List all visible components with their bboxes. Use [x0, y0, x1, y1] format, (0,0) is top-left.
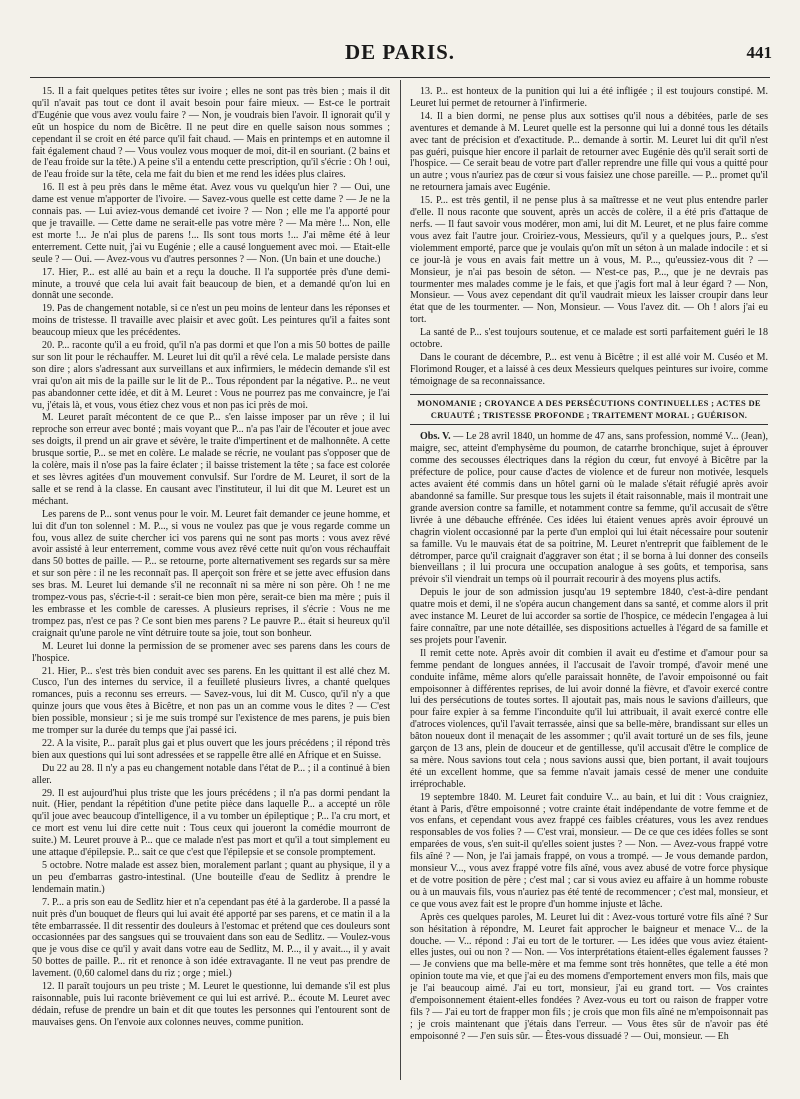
paragraph: Il remit cette note. Après avoir dit combien il avait eu d'estime et d'amour pour sa femme pendant de longues années, il l'accusait de l'avoir trompé, d'avoir mené une conduite infâme, même alors qu'elle paraissait honnête, de l'avoir empoisonné ou fait empoisonner à différentes reprises, de lui avoir donné la fièvre, et d'avoir exercé contre lui des persécutions de toutes sortes. Il ajoutait pas, mais nous le savions d'ailleurs, que pour faire expier à sa femme l'inconduite qu'il lui attribuait, il avait exercé contre elle d'atroces violences, qu'il l'avait terrassée, ainsi que sa belle-mère, brandissant sur elles un bâton noueux dont il menaçait de les assommer ; qu'il avait torturé un de ses fils, jeune garçon de 13 ans, plein de douceur et de gentillesse, qu'il accusait d'être le complice de sa mère. Nous savions tout cela ; nous savions aussi que, bien portant, il avait toujours été un excellent homme, que sa femme n'avait jamais cessé de mener une conduite irréprochable.	[410, 647, 768, 790]
paragraph: 15. P... est très gentil, il ne pense plus à sa maîtresse et ne veut plus entendre parler d'elle. Il nous raconte que souvent, après un accès de colère, il a été pris d'attaque de nerfs. — Il faut savoir vous modérer, mon ami, lui dit M. Leuret, et ne plus faire comme vous avez fait l'autre jour. Croiriez-vous, Messieurs, qu'il y a quelques jours, P... s'est violemment emporté, parce que je voulais qu'on mît un séton à un malade indocile : et si ce jour-là je vous en avais fait mettre un à vous, M. P..., qu'eussiez-vous dit ? — Monsieur, je n'ai pas besoin de séton. — N'est-ce pas, P..., que je ne devrais pas tourmenter mes malades comme je le fais, et que j'agis fort mal à leur égard ? — Non, Monsieur. — Vous avez cependant dit qu'il vaudrait mieux les laisser croupir dans leur état que de les tourmenter. — Non, Monsieur. — Vous l'avez dit. — Oh ! alors j'ai eu tort.	[410, 195, 768, 326]
page-header	[0, 40, 800, 70]
paragraph: Dans le courant de décembre, P... est venu à Bicêtre ; il est allé voir M. Cuséo et M. Florimond Rouger, et a laissé à ces deux Messieurs quelques peintures sur ivoire, comme témoignage de sa reconnaissance.	[410, 351, 768, 387]
paragraph: 15. Il a fait quelques petites têtes sur ivoire ; elles ne sont pas très bien ; mais il dit qu'il n'avait pas tout ce dont il avait besoin pour faire mieux. — Est-ce le portrait d'Eugénie que vous avez voulu faire ? — Non, je voudrais bien l'avoir. Il ignorait qu'il y eût un hospice du nom de Bicêtre. Il ne peut dire en quelle saison nous sommes ; cependant il se croit en été parce qu'il fait chaud. — Mais en printemps et en automne il fait également chaud ? — Vous voulez vous moquer de moi, dit-il en souriant. (2 bains et de l'eau froide sur la tête.) A peine s'il a entendu cette prescription, qu'il s'écrie : Oh ! oui, de l'eau froide sur la tête, cela me fait du bien et me rend les idées plus claires.	[32, 86, 390, 181]
page-title: DE PARIS.	[344, 40, 456, 64]
paragraph: M. Leuret lui donne la permission de se promener avec ses parens dans les cours de l'hospice.	[32, 640, 390, 664]
paragraph: 21. Hier, P... s'est très bien conduit avec ses parens. En les quittant il est allé chez M. Cusco, l'un des internes du service, il a feuilleté plusieurs livres, a chanté quelques romances, puis a reconnu ses erreurs. — Savez-vous, lui dit M. Cusco, qu'il n'y a que quinze jours que vous êtes à Bicêtre, et non pas un an comme vous le dites ? — C'est bien possible, monsieur ; si je me suis trompé sur l'existence de mes parens, je puis bien me tromper sur la durée du temps que j'ai passé ici.	[32, 665, 390, 737]
right-column	[410, 86, 768, 1086]
section-heading: MONOMANIE ; CROYANCE A DES PERSÉCUTIONS CONTINUELLES ; ACTES DE CRUAUTÉ ; TRISTESSE PROFONDE ; TRAITEMENT MORAL ; GUÉRISON.	[410, 394, 768, 426]
paragraph: 20. P... raconte qu'il a eu froid, qu'il n'a pas dormi et que l'on a mis 50 bottes de paille sur son lit pour le réchauffer. M. Leuret lui dit qu'il a rêvé cela. Le malade persiste dans son dire ; alors s'adressant aux surveillans et aux infirmiers, le médecin demande s'il est vrai qu'on ait mis de la paille sur le lit de P... Tous répondent par la négative. P... ne veut pas abandonner cette idée, et dit à M. Leuret : Vous ne pourrez pas me convaincre, je l'ai vu, j'étais là, et vous, vous étiez chez vous et non pas ici près de moi.	[32, 340, 390, 411]
paragraph: Du 22 au 28. Il n'y a pas eu changement notable dans l'état de P... ; il a continué à bien aller.	[32, 762, 390, 786]
paragraph: Depuis le jour de son admission jusqu'au 19 septembre 1840, c'est-à-dire pendant quatre mois et demi, il ne s'opéra aucun changement dans sa santé, et comme alors il prit avec instance M. Leuret de lui accorder sa sortie de l'hospice, ce médecin l'engagea à lui faire connaître, par une note détaillée, ses dispositions actuelles à l'égard de sa famille et ses projets pour l'avenir.	[410, 587, 768, 646]
paragraph: 12. Il paraît toujours un peu triste ; M. Leuret le questionne, lui demande s'il est plus raisonnable, puis lui raconte brièvement ce qui lui est arrivé. P... écoute M. Leuret avec dédain, refuse de prendre un bain et dit que toutes les personnes qui l'entourent sont de mauvaises gens. On l'envoie aux colonnes neuves, comme punition.	[32, 981, 390, 1028]
page-number: 441	[746, 43, 772, 62]
paragraph: 17. Hier, P... est allé au bain et a reçu la douche. Il l'a supportée près d'une demi-minute, a trouvé que cela lui avait fait beaucoup de bien, et a demandé qu'on lui en donnât une seconde.	[32, 266, 390, 302]
observation-label: Obs. V.	[420, 431, 451, 443]
paragraph: 19. Pas de changement notable, si ce n'est un peu moins de lenteur dans les réponses et moins de tristesse. Il travaille avec plaisir et avec goût. Les peintures qu'il a faites sont beaucoup mieux que les précédentes.	[32, 303, 390, 339]
paragraph: 16. Il est à peu près dans le même état. Avez vous vu quelqu'un hier ? — Oui, une dame est venue m'apporter de l'ivoire. — Savez-vous quelle est cette dame ? — Je ne la connais pas. — Lui aviez-vous demandé cet ivoire ? — Non ; elle me l'a apporté pour que je travaille. — Cette dame ne serait-elle pas votre mère ? — Ma mère !... Non, elle est morte !... Je n'ai plus de parens !... Ils sont tous morts !... J'ai même été à leur enterrement. Cette nuit, j'ai vu Eugénie ; elle a causé longuement avec moi. — Etait-elle seule ? — Oui. — Avez-vous vu d'autres personnes ? — Non. (Un bain et une douche.)	[32, 182, 390, 265]
left-column	[32, 86, 390, 1086]
paragraph: 29. Il est aujourd'hui plus triste que les jours précédens ; il n'a pas dormi pendant la nuit. (Hier, pendant la répétition d'une petite pièce dans laquelle P... a accepté un rôle qu'il joue avec beaucoup d'intelligence, il a vu tomber un épileptique ; P... l'a cru mort, et ce mort est venu lui dire cette nuit : Tous ceux qui joueront la comédie mourront de suite.) M. Leuret prouve à P... que ce malade n'est pas mort et qu'il a tout simplement eu une attaque d'épilepsie. P... sait ce que c'est que l'épilepsie et se console promptement.	[32, 787, 390, 859]
header-rule	[30, 77, 770, 78]
paragraph: La santé de P... s'est toujours soutenue, et ce malade est sorti parfaitement guéri le 18 octobre.	[410, 327, 768, 351]
observation-text: — Le 28 avril 1840, un homme de 47 ans, sans profession, nommé V... (Jean), maigre, sec, atteint d'emphysème du poumon, de catarrhe bronchique, sujet à éprouver comme des secousses électriques dans la région du cœur, fut envoyé à Bicêtre par la préfecture de police, pour cause d'actes de violence et de fureur non motivée, lesquels actes avaient été commis dans un hôtel garni où le malade s'était réfugié après avoir abandonné sa famille. Sur presque tous les sujets il était raisonnable, mais il montrait une grande aversion contre sa famille, et notamment contre sa femme, qu'il accusait de s'être livrée à une débauche effrénée. Ces idées lui étaient venues après avoir éprouvé un chagrin violent occasionné par la perte d'un emploi qui lui était nécessaire pour soutenir sa famille. Vu le mauvais état de sa poitrine, M. Leuret n'entreprit que faiblement de le détromper, parce qu'il craignait d'aggraver son état ; il se borna à lui donner des conseils bienveillans ; il lui procura une occupation analogue à ses goûts, et temporisa, sans prévoir s'il viendrait un temps où il pourrait recourir à des moyens plus actifs.	[410, 431, 768, 586]
observation-paragraph	[410, 431, 768, 586]
paragraph: Les parens de P... sont venus pour le voir. M. Leuret fait demander ce jeune homme, et lui dit d'un ton solennel : M. P..., si vous ne voulez pas que je vous regarde comme un fou, vous allez de suite chercher ici vos parens qui ne sont pas morts : vous avez rêvé avoir assisté à leur enterrement, comme vous avez rêvé cette nuit qu'on vous réchauffait dans 50 bottes de paille. — P... se retourne, porte alternativement ses regards sur sa mère et sur son père : il ne les reconnaît pas. Il aperçoit son frère et se jette avec effusion dans ses bras. M. Leuret lui demande s'il ne reconnaît ni sa mère ni son père. Oh ! ne me trompez-vous pas, s'écrie-t-il : serait-ce bien mon père, serait-ce bien ma mère ; puis il les embrasse et les comble de caresses. A plusieurs reprises, il s'écrie : Vous ne me trompez pas, n'est ce pas ? Ce sont bien mes parens ? Le pauvre P... était si heureux qu'il craignait qu'une parole ne vînt détruire toute sa joie, tout son bonheur.	[32, 508, 390, 639]
paragraph: 7. P... a pris son eau de Sedlitz hier et n'a cependant pas été à la garderobe. Il a passé la nuit près d'un bouquet de fleurs qui lui avait été apporté par ses parens, et ce matin il a la tête embarrassée. Il dit ressentir des douleurs à l'estomac et prétend que ces douleurs sont occasionnées par des sangsues qui se trouvaient dans son eau de Sedlitz. — Voulez-vous que je vous dise ce qu'il y avait dans votre eau de Sedlitz, M. P..., il y avait..., il y avait 50 bottes de paille. P... rit et renonce à son idée extravagante. Il ne veut pas prendre de lavement. (0,60 calomel dans du riz ; orge ; miel.)	[32, 896, 390, 980]
column-divider	[400, 80, 401, 1080]
paragraph: 13. P... est honteux de la punition qui lui a été infligée ; il est toujours constipé. M. Leuret lui permet de retourner à l'infirmerie.	[410, 86, 768, 109]
paragraph: M. Leuret paraît mécontent de ce que P... s'en laisse imposer par un rêve ; il lui reproche son erreur avec bonté ; mais voyant que P... n'a pas l'air de l'écouter et joue avec ses doigts, il prend un air grave et sévère, le traite d'impertinent et de malhonnête. A cette brusque sortie, P... se met en colère. Le malade se récrie, ne voulant pas s'opposer que de la colère, mais il n'ose pas la faire éclater ; il baisse tristement la tête ; sa face est colorée et ses lèvres agitées d'un mouvement convulsif. Sur l'ordre de M. Leuret, il sort de la salle et se rend à la classe. En causant avec l'instituteur, il lui dit que M. Leuret est un méchant.	[32, 412, 390, 507]
paragraph: Après ces quelques paroles, M. Leuret lui dit : Avez-vous torturé votre fils aîné ? Sur son hésitation à répondre, M. Leuret fait approcher le baigneur et menace V... de la douche. — V... répond : J'ai eu tort de le torturer. — Les idées que vous aviez étaient-elles justes, oui ou non ? — Non. — Vos interprétations étaient-elles également fausses ? — Je conviens que ma belle-mère et ma femme sont très honnêtes, que telle a été mon opinion toute ma vie, et que j'ai eu des momens d'emportement envers mon fils, mais que je l'ai beaucoup aimé. J'ai eu tort, monsieur, j'ai eu grand tort. — Vos craintes d'empoisonnement étaient-elles fondées ? Avez-vous eu tort ou raison de frapper votre fils ? — J'ai eu tort de frapper mon fils ; je crois que mon fils aîné ne m'empoisonnait pas ; je crois maintenant que j'étais dans l'erreur. — Vous êtes sûr de n'avoir pas été empoisonné ? — J'en suis sûr. — Êtes-vous dissuadé ? — Oui, monsieur. — Eh	[410, 911, 768, 1042]
paragraph: 19 septembre 1840. M. Leuret fait conduire V... au bain, et lui dit : Vous craigniez, étant à Paris, d'être empoisonné ; votre crainte était indépendante de votre femme et de vos enfans, et cependant vous avez frappé ces faibles créatures, vous les avez rendues responsables de vos folies ? — C'est vrai, monsieur. — De ce que ces idées folles se sont emparées de vous, s'en suit-il qu'elles soient justes ? — Non. — Avez-vous frappé votre fils aîné ? — Non, je l'ai jamais frappé, on vous a trompé. — Je vous demande pardon, monsieur V..., vous avez frappé votre fils aîné, vous avez abusé de votre force physique et de votre position de père ; c'est mal ; car si vous aviez eu affaire à un homme robuste ou à un mauvais fils, vous n'auriez pas été tenté de recommencer ; c'est mal, monsieur, et ce que vous avez fait est le propre d'un homme injuste et lâche.	[410, 791, 768, 910]
paragraph: 14. Il a bien dormi, ne pense plus aux sottises qu'il nous a débitées, parle de ses aventures et demande à M. Leuret quelle est la personne qui lui a donné tous les détails avec tant de précision et d'exactitude. P... demande à sortir. M. Leuret lui dit qu'il n'est pas guéri, puisque hier encore il parlait de retourner avec Eugénie dès qu'il serait sorti de l'hospice. — Ce serait beau de votre part d'aller reprendre une fille qui vous a quitté pour un autre ; vous n'auriez pas de cœur si vous faisiez une chose pareille. — P... promet qu'il ne retournera jamais avec Eugénie.	[410, 110, 768, 194]
paragraph: 22. A la visite, P... paraît plus gai et plus ouvert que les jours précédens ; il répond très bien aux questions qui lui sont adressées et se rappelle être allé en Afrique et en Suisse.	[32, 737, 390, 761]
paragraph: 5 octobre. Notre malade est assez bien, moralement parlant ; quant au physique, il y a un peu d'embarras gastro-intestinal. (Une bouteille d'eau de Sedlitz à prendre le lendemain matin.)	[32, 860, 390, 895]
